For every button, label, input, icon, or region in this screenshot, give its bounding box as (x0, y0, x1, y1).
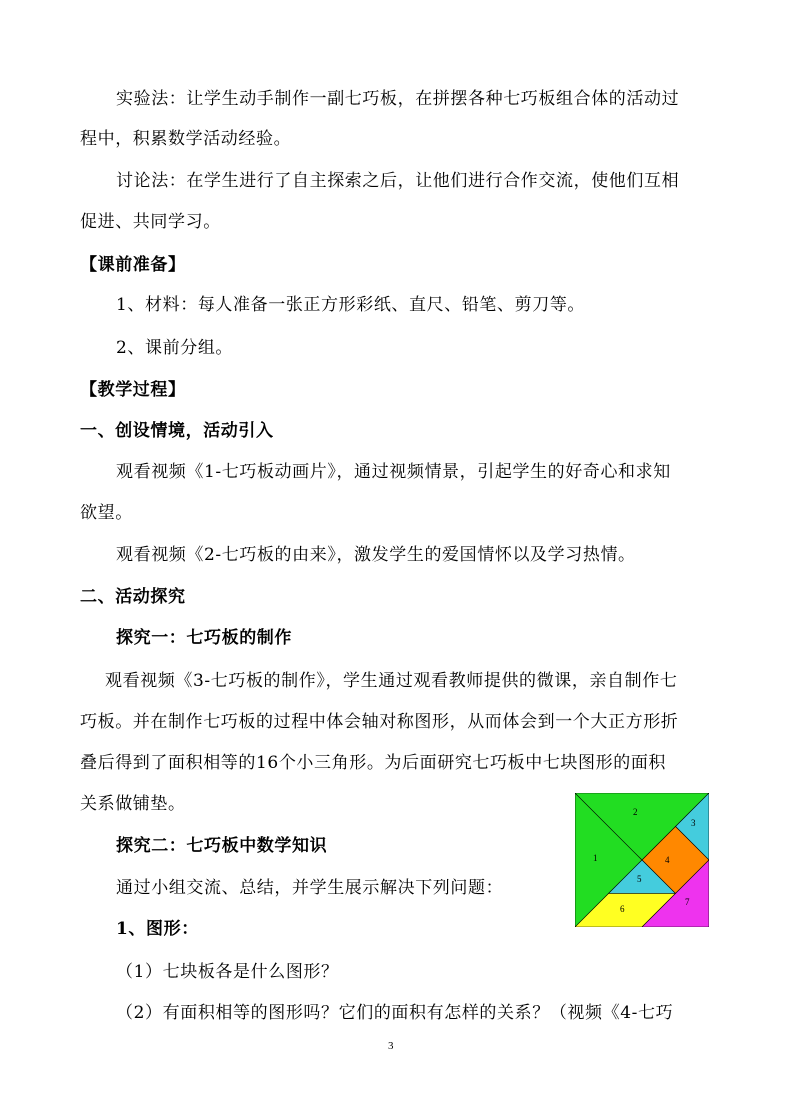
tangram-label-7: 7 (685, 897, 690, 907)
tangram-label-6: 6 (620, 904, 625, 914)
tangram-label-2: 2 (633, 807, 638, 817)
explore-2-heading: 探究二：七巧板中数学知识 (116, 836, 328, 856)
explore-2-intro: 通过小组交流、总结，并学生展示解决下列问题： (116, 878, 504, 898)
explore-1-heading: 探究一：七巧板的制作 (116, 628, 292, 648)
video-1-line-2: 欲望。 (80, 503, 133, 523)
shapes-heading: 1、图形： (116, 919, 199, 939)
explore-1-line-2: 巧板。并在制作七巧板的过程中体会轴对称图形，从而体会到一个大正方形折 (80, 712, 679, 732)
discussion-method-line-2: 促进、共同学习。 (80, 212, 221, 232)
experiment-method-line-2: 程中，积累数学活动经验。 (80, 129, 292, 149)
tangram-figure (575, 793, 709, 927)
section-1-heading: 一、创设情境，活动引入 (80, 421, 274, 441)
tangram-label-4: 4 (665, 855, 670, 865)
tangram-label-3: 3 (691, 818, 696, 828)
explore-1-line-3: 叠后得到了面积相等的16个小三角形。为后面研究七巧板中七块图形的面积 (80, 753, 667, 773)
experiment-method-line-1: 实验法：让学生动手制作一副七巧板，在拼摆各种七巧板组合体的活动过 (116, 89, 680, 109)
video-2-line: 观看视频《2-七巧板的由来》，激发学生的爱国情怀以及学习热情。 (116, 545, 636, 565)
video-1-line-1: 观看视频《1-七巧板动画片》，通过视频情景，引起学生的好奇心和求知 (116, 462, 671, 482)
question-1: （1）七块板各是什么图形？ (116, 962, 339, 982)
explore-1-line-1: 观看视频《3-七巧板的制作》，学生通过观看教师提供的微课，亲自制作七 (105, 671, 678, 691)
tangram-label-1: 1 (593, 853, 598, 863)
page-number: 3 (388, 1040, 394, 1052)
prep-heading: 【课前准备】 (80, 255, 186, 275)
section-2-heading: 二、活动探究 (80, 587, 186, 607)
discussion-method-line-1: 讨论法：在学生进行了自主探索之后，让他们进行合作交流，使他们互相 (116, 171, 680, 191)
tangram-label-5: 5 (637, 874, 642, 884)
explore-1-line-4: 关系做铺垫。 (80, 794, 186, 814)
prep-item-2: 2、课前分组。 (116, 338, 234, 358)
question-2: （2）有面积相等的图形吗？它们的面积有怎样的关系？（视频《4-七巧 (116, 1003, 674, 1023)
process-heading: 【教学过程】 (80, 380, 186, 400)
prep-item-1: 1、材料：每人准备一张正方形彩纸、直尺、铅笔、剪刀等。 (116, 295, 586, 315)
